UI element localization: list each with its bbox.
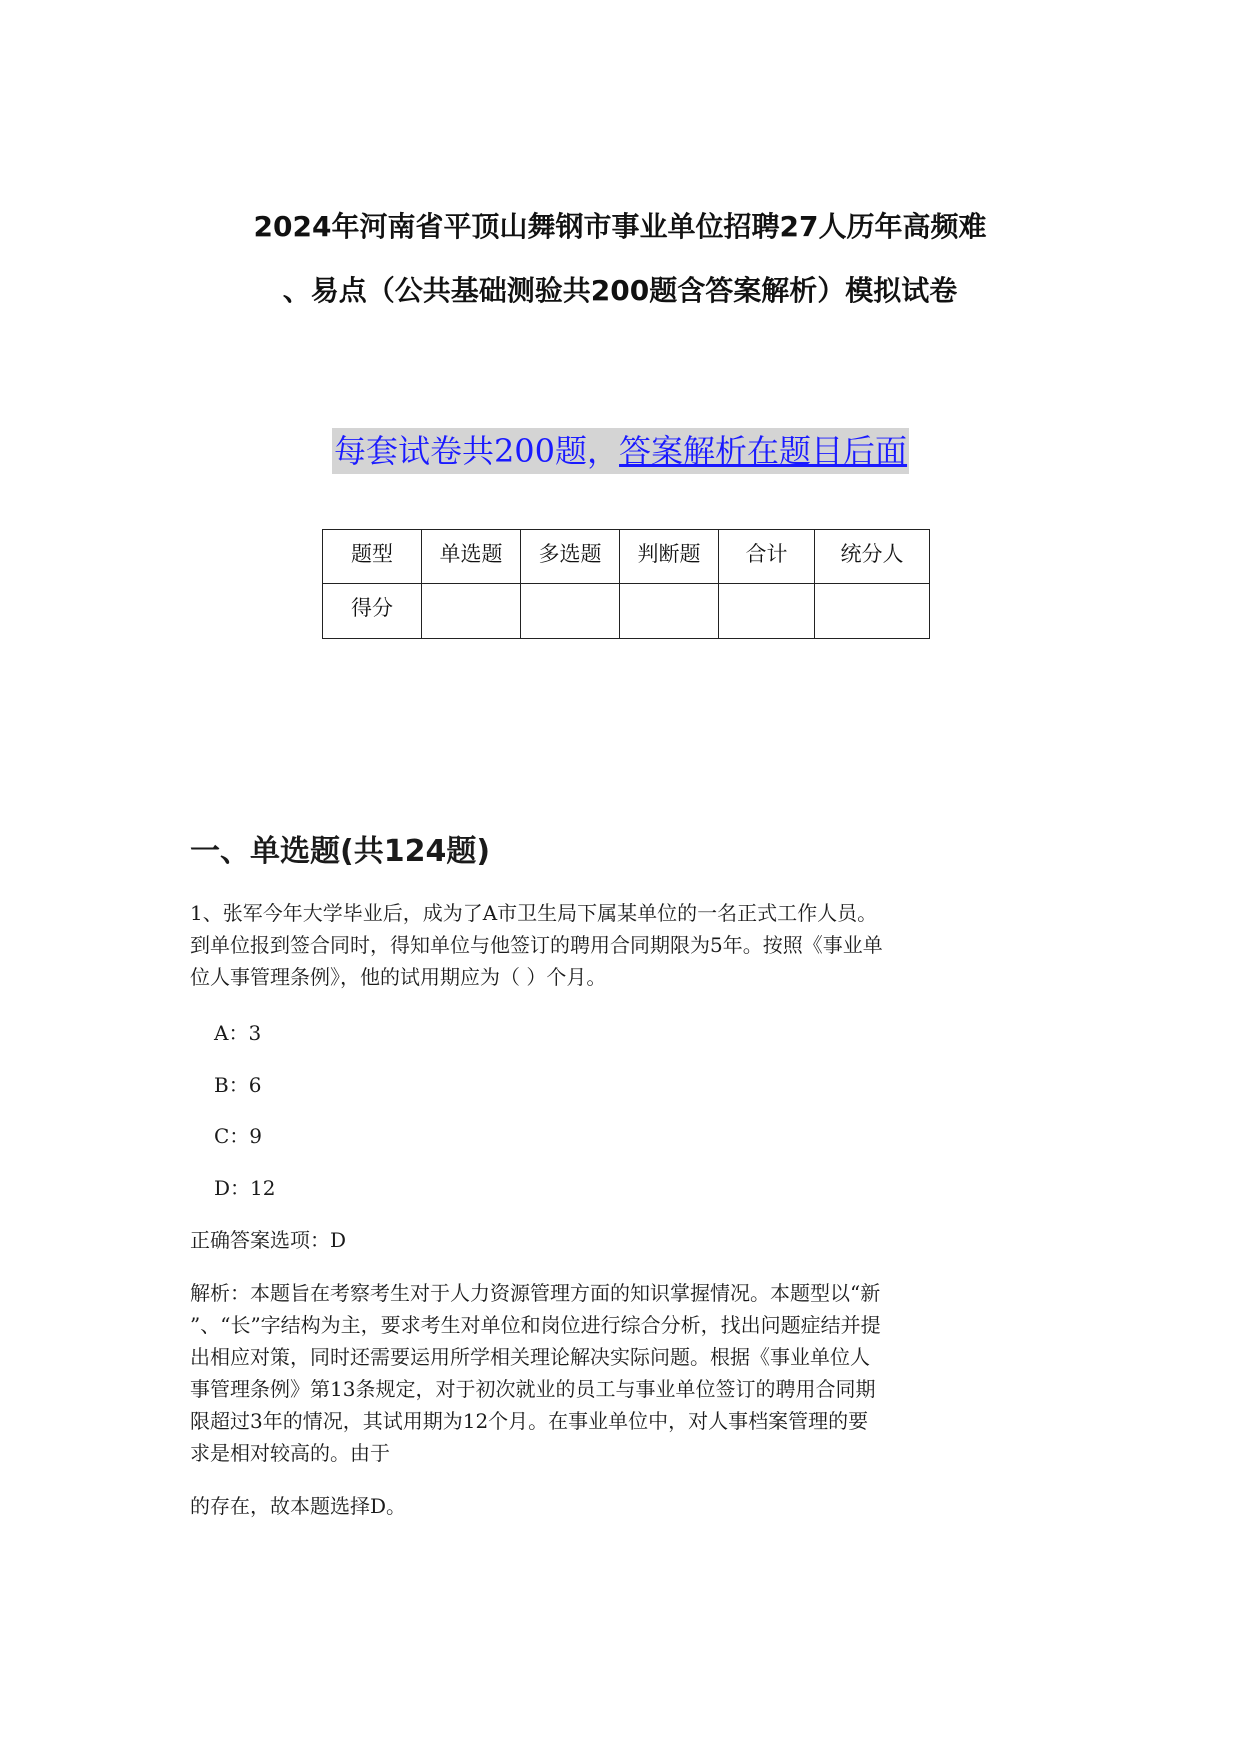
option-d: D：12 xyxy=(214,1176,276,1200)
header-cell-scorer: 统分人 xyxy=(815,530,930,584)
option-a: A：3 xyxy=(214,1021,262,1045)
score-table xyxy=(322,529,930,639)
subtitle-plain: 每套试卷共200题， xyxy=(333,432,620,470)
header-cell-multi: 多选题 xyxy=(521,530,620,584)
stem-line: 位人事管理条例》，他的试用期应为（ ）个月。 xyxy=(190,965,607,989)
analysis xyxy=(190,1277,1070,1469)
analysis-line: 解析：本题旨在考察考生对于人力资源管理方面的知识掌握情况。本题型以“新 xyxy=(190,1281,881,1305)
analysis-line: 限超过3年的情况，其试用期为12个月。在事业单位中，对人事档案管理的要 xyxy=(190,1409,869,1433)
subtitle-link[interactable]: 答案解析在题目后面 xyxy=(619,432,908,470)
header-cell-total: 合计 xyxy=(719,530,815,584)
option-b: B：6 xyxy=(214,1073,262,1097)
stem-line: 1、张军今年大学毕业后，成为了A市卫生局下属某单位的一名正式工作人员。 xyxy=(190,901,878,925)
subtitle xyxy=(0,428,1241,474)
header-cell-single: 单选题 xyxy=(422,530,521,584)
header-cell-type: 题型 xyxy=(323,530,422,584)
analysis-line: ”、“长”字结构为主，要求考生对单位和岗位进行综合分析，找出问题症结并提 xyxy=(190,1313,881,1337)
score-row-label: 得分 xyxy=(323,584,422,639)
score-table-score-row xyxy=(323,584,930,639)
option-c: C：9 xyxy=(214,1124,263,1148)
correct-answer: 正确答案选项：D xyxy=(190,1228,347,1252)
score-cell-judge[interactable] xyxy=(620,584,719,639)
score-cell-total[interactable] xyxy=(719,584,815,639)
title-line-2: 、易点（公共基础测验共200题含答案解析）模拟试卷 xyxy=(282,274,958,307)
score-cell-multi[interactable] xyxy=(521,584,620,639)
score-cell-scorer[interactable] xyxy=(815,584,930,639)
score-cell-single[interactable] xyxy=(422,584,521,639)
analysis-line: 出相应对策，同时还需要运用所学相关理论解决实际问题。根据《事业单位人 xyxy=(190,1345,870,1369)
section-heading: 一、单选题(共124题) xyxy=(190,834,491,869)
stem-line: 到单位报到签合同时，得知单位与他签订的聘用合同期限为5年。按照《事业单 xyxy=(190,933,883,957)
header-cell-judge: 判断题 xyxy=(620,530,719,584)
analysis-line: 事管理条例》第13条规定，对于初次就业的员工与事业单位签订的聘用合同期 xyxy=(190,1377,876,1401)
document-title xyxy=(150,195,1090,323)
score-table-header-row xyxy=(323,530,930,584)
subtitle-highlight xyxy=(332,428,909,474)
question-stem xyxy=(190,897,1070,993)
title-line-1: 2024年河南省平顶山舞钢市事业单位招聘27人历年高频难 xyxy=(253,210,987,243)
analysis-line: 求是相对较高的。由于 xyxy=(190,1441,390,1465)
analysis-tail: 的存在，故本题选择D。 xyxy=(190,1494,407,1518)
